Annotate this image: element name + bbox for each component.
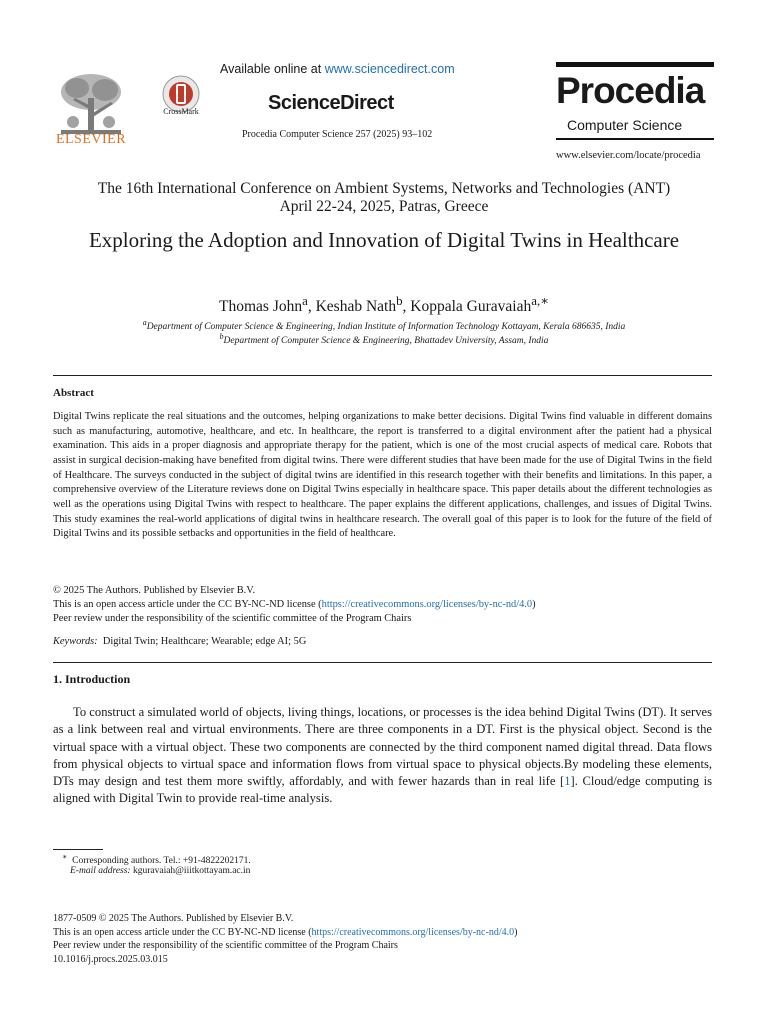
- license-suffix: ): [532, 599, 536, 610]
- author-separator: ,: [307, 298, 316, 316]
- affiliation-mark: a: [142, 318, 147, 327]
- procedia-subtitle: Computer Science: [567, 117, 683, 133]
- procedia-logo: Procedia: [556, 70, 705, 111]
- abstract-text: Digital Twins replicate the real situations and the outcomes, helping organizations to make better decisions. Digital Twins find valuable in different domains such as manufacturing, automotive, healthcare, and etc. In healthcare, the report is transferred to a digital environment after the patient had a physical examination. This aids in a proper diagnosis and appropriate therapy for the patient, which is one of the most crucial aspects of medical care. Robots that assist in surgical decision-making have benefited from digital twins. There were different studies that have been made for the use of Digital Twins in the field of Healthcare. The surveys conducted in the subject of digital twins are identified in this research together with their benefits and limitations. In this paper, a comprehensive overview of the Literature reviews done on Digital Twins especially in healthcare space. This paper details about the different technologies as well as the operations using Digital Twins with respect to healthcare. The paper explains the different applications, challenges, and issues of Digital Twins. This study examines the real-world applications of digital twins in healthcare research. The overall goal of this paper is to look for the future of the field of Digital Twins and its possible setbacks and opportunities in the field of healthcare.: [53, 411, 712, 540]
- license-line: [53, 598, 712, 612]
- copyright-line: © 2025 The Authors. Published by Elsevier B.V.: [53, 585, 256, 596]
- author-name: Keshab Nath: [315, 298, 397, 316]
- license-prefix: This is an open access article under the CC BY-NC-ND license (: [53, 599, 322, 610]
- sciencedirect-link[interactable]: www.sciencedirect.com: [324, 62, 455, 76]
- author-name: Thomas John: [219, 298, 303, 316]
- affiliation-text: Department of Computer Science & Engineering, Indian Institute of Information Technology Kottayam, Kerala 686635, India: [146, 322, 626, 333]
- copyright-block: [53, 584, 712, 626]
- affiliation: [0, 332, 768, 346]
- author-separator: ,: [402, 298, 411, 316]
- footer-block: [53, 912, 712, 966]
- footer-peer-review: Peer review under the responsibility of the scientific committee of the Program Chairs: [53, 940, 398, 951]
- available-online: [220, 62, 455, 76]
- journal-url[interactable]: www.elsevier.com/locate/procedia: [556, 150, 701, 161]
- footnote-text: Corresponding authors. Tel.: +91-4822202171.: [72, 856, 251, 867]
- footer-license-prefix: This is an open access article under the CC BY-NC-ND license (: [53, 926, 312, 938]
- affiliation-mark: b: [219, 332, 224, 341]
- intro-text: To construct a simulated world of objects, living things, locations, or processes is the idea behind Digital Twins (DT). It serves as a link between real and virtual environments. There are three components in a DT. First is the physical object. Second is the virtual space with a virtual object. These two components are connected by the third component named digital thread. Data flows from physical objects to virtual space and information flows from virtual space to physical objects.By modeling these elements, DTs may design and test them more swiftly, affordably, and with fewer hazards than in real life [: [53, 705, 712, 789]
- keywords: [53, 636, 306, 647]
- peer-review-line: Peer review under the responsibility of the scientific committee of the Program Chairs: [53, 613, 412, 624]
- citation-link[interactable]: 1: [564, 774, 571, 789]
- footer-license-suffix: ): [514, 926, 518, 938]
- affiliation-text: Department of Computer Science & Engineering, Bhattadev University, Assam, India: [223, 336, 549, 347]
- paper-title: Exploring the Adoption and Innovation of Digital Twins in Healthcare: [88, 228, 680, 252]
- author-name: Koppala Guravaiah: [410, 298, 532, 316]
- footnote-rule: [53, 849, 103, 850]
- section-heading: 1. Introduction: [53, 672, 131, 686]
- author-affiliation-mark: a,∗: [531, 293, 549, 308]
- journal-reference: Procedia Computer Science 257 (2025) 93–102: [242, 129, 433, 140]
- sciencedirect-logo: ScienceDirect: [268, 92, 394, 114]
- intro-paragraph: [53, 704, 712, 808]
- email-address[interactable]: kguravaiah@iiitkottayam.ac.in: [132, 866, 251, 876]
- conference-date: April 22-24, 2025, Patras, Greece: [279, 198, 489, 215]
- keywords-text: Digital Twin; Healthcare; Wearable; edge AI; 5G: [102, 636, 307, 647]
- abstract-heading: Abstract: [53, 387, 94, 399]
- procedia-top-rule: [556, 62, 714, 67]
- doi[interactable]: 10.1016/j.procs.2025.03.015: [53, 953, 168, 965]
- elsevier-wordmark: ELSEVIER: [55, 132, 127, 147]
- license-link[interactable]: https://creativecommons.org/licenses/by-nc-nd/4.0: [321, 599, 533, 610]
- issn-line: 1877-0509 © 2025 The Authors. Published by Elsevier B.V.: [53, 913, 294, 924]
- footnote-mark: ∗: [62, 852, 68, 861]
- footer-license-link[interactable]: https://creativecommons.org/licenses/by-nc-nd/4.0: [311, 926, 515, 938]
- keywords-label: Keywords:: [53, 636, 98, 647]
- affiliation: [0, 318, 768, 332]
- crossmark-label: CrossMark: [163, 107, 199, 116]
- footnote-corresponding: [62, 852, 251, 866]
- footnote-email: [70, 866, 250, 876]
- author-list: [0, 293, 768, 316]
- footer-license-line: [53, 926, 712, 940]
- abstract-top-rule: [53, 375, 712, 376]
- author-affiliation-mark: a: [302, 293, 308, 308]
- author-affiliation-mark: b: [396, 293, 403, 308]
- email-label: E-mail address:: [70, 866, 131, 876]
- intro-text: ]. Cloud/edge computing is aligned with Digital Twin to provide real-time analysis.: [53, 774, 712, 806]
- conference-name: The 16th International Conference on Ambient Systems, Networks and Technologies (ANT): [97, 180, 671, 197]
- abstract-bottom-rule: [53, 662, 712, 663]
- procedia-bottom-rule: [556, 138, 714, 140]
- available-prefix: Available online at: [220, 62, 325, 76]
